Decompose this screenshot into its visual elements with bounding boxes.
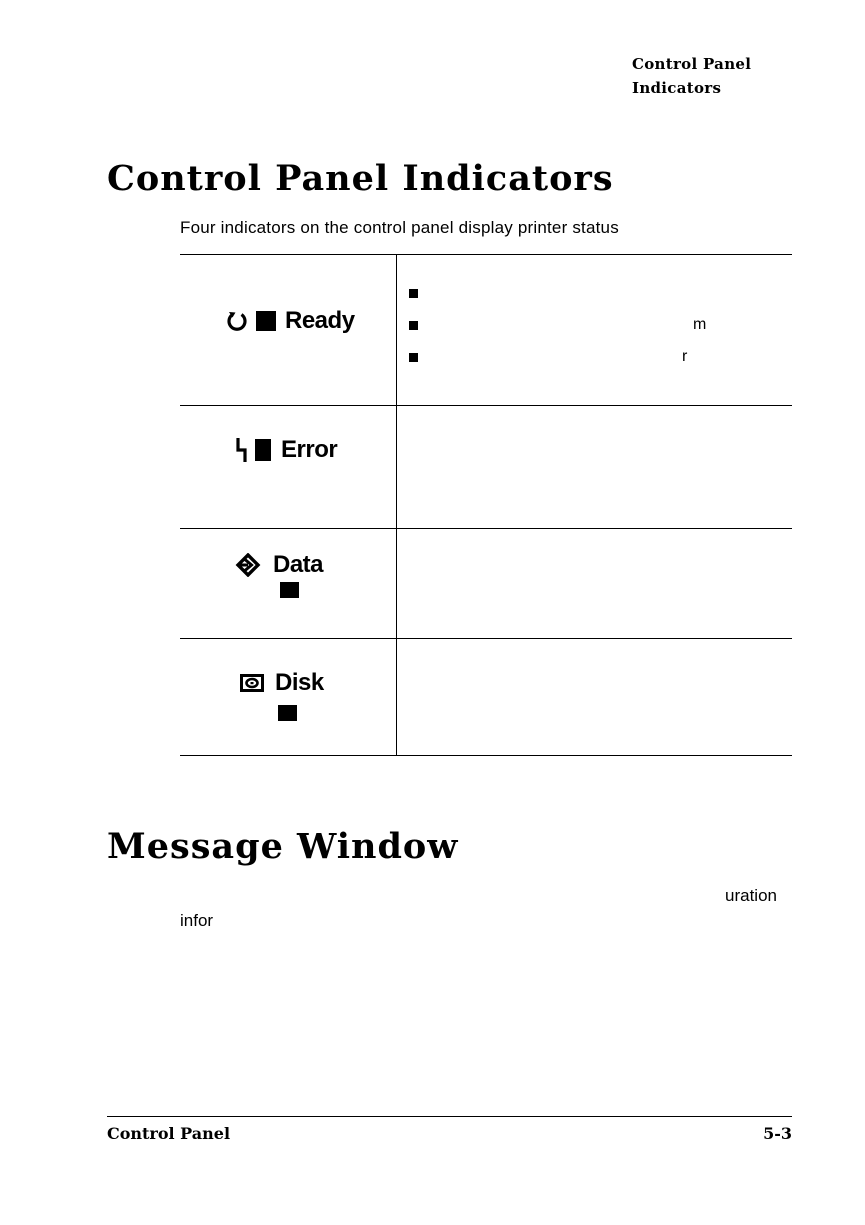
text-fragment: infor (180, 911, 214, 930)
led-square (280, 582, 299, 598)
table-row (180, 255, 792, 406)
bullet-square (409, 289, 418, 298)
circular-arrow-icon (226, 310, 248, 332)
indicator-label: Ready (285, 307, 355, 334)
ready-indicator (226, 307, 355, 335)
disk-indicator (240, 669, 324, 697)
indicator-table (180, 254, 792, 756)
section-title-message-window: Message Window (107, 826, 459, 867)
running-head (632, 52, 751, 100)
description-cell (397, 529, 792, 638)
text-fragment: uration (725, 886, 777, 905)
table-row (180, 406, 792, 529)
description-cell (397, 639, 792, 755)
bullet-list (409, 281, 789, 377)
description-cell (397, 255, 792, 405)
disk-icon (240, 674, 264, 692)
led-square (255, 439, 271, 461)
page-number: 5-3 (763, 1124, 792, 1143)
list-item (409, 313, 789, 345)
indicator-cell (180, 529, 397, 638)
description-cell (397, 406, 792, 528)
diamond-arrow-icon (235, 553, 261, 577)
section-title-indicators: Control Panel Indicators (107, 158, 614, 199)
list-item (409, 345, 789, 377)
footer-rule (107, 1116, 792, 1117)
bullet-square (409, 321, 418, 330)
lightning-icon (235, 438, 249, 462)
text-fragment: m (693, 316, 707, 333)
data-indicator (235, 551, 323, 579)
led-square (256, 311, 276, 331)
error-indicator (235, 436, 337, 464)
running-head-line2: Indicators (632, 79, 722, 97)
bullet-square (409, 353, 418, 362)
led-square (278, 705, 297, 721)
indicator-label: Disk (275, 669, 324, 696)
indicator-cell (180, 406, 397, 528)
text-fragment: r (682, 348, 688, 365)
table-row (180, 639, 792, 755)
running-head-line1: Control Panel (632, 55, 752, 73)
intro-text: Four indicators on the control panel display printer status (180, 218, 619, 237)
indicator-label: Data (273, 551, 324, 578)
indicator-cell (180, 255, 397, 405)
footer-chapter: Control Panel (107, 1124, 231, 1143)
indicator-label: Error (281, 436, 338, 463)
indicator-cell (180, 639, 397, 755)
table-row (180, 529, 792, 639)
list-item (409, 281, 789, 313)
